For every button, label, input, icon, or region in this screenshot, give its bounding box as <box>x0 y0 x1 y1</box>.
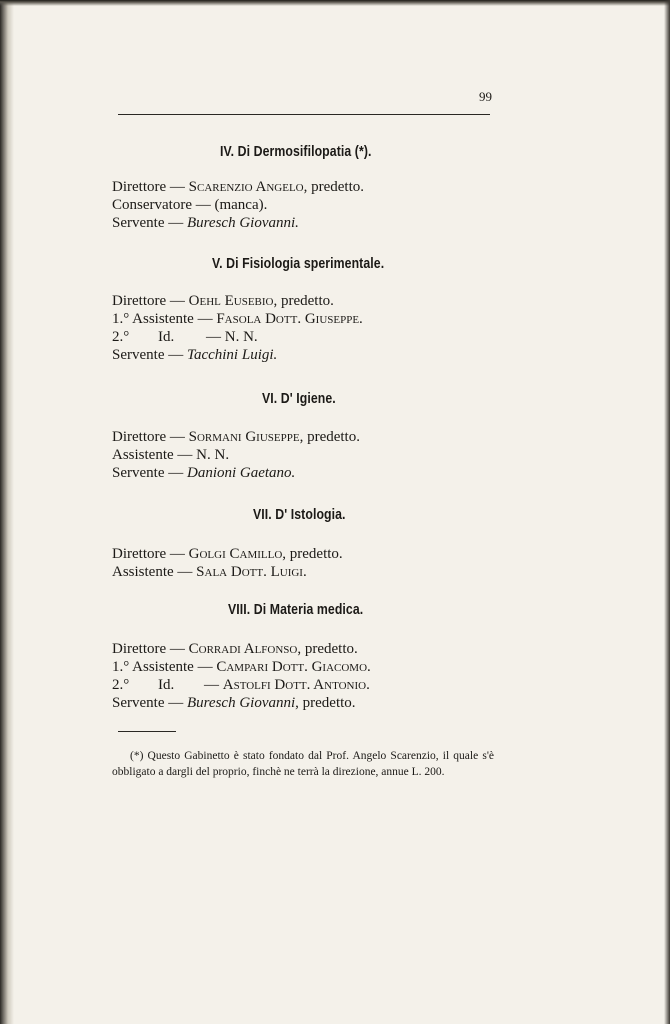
staff-line: Conservatore — (manca). <box>112 197 268 213</box>
staff-line: Direttore — Oehl Eusebio, predetto. <box>112 293 334 309</box>
staff-line: Direttore — Scarenzio Angelo, predetto. <box>112 179 365 195</box>
staff-line: Servente — Buresch Giovanni. <box>112 215 299 231</box>
section-heading-vi: VI. D' Igiene. <box>262 390 336 407</box>
header-rule <box>118 114 490 115</box>
section-heading-vii: VII. D' Istologia. <box>253 506 346 523</box>
staff-line: Servente — Danioni Gaetano. <box>112 465 296 481</box>
staff-line: Servente — Tacchini Luigi. <box>112 347 278 363</box>
footnote-rule <box>118 731 176 732</box>
page-number: 99 <box>479 89 492 104</box>
staff-line: 2.° Id. — Astolfi Dott. Antonio. <box>112 677 370 693</box>
staff-line: Direttore — Corradi Alfonso, predetto. <box>112 641 358 657</box>
page-right-edge <box>664 0 670 1024</box>
section-heading-iv: IV. Di Dermosifilopatia (*). <box>220 143 372 160</box>
staff-line: 2.° Id. — N. N. <box>112 329 258 345</box>
section-heading-v: V. Di Fisiologia sperimentale. <box>212 255 385 272</box>
staff-line: Assistente — Sala Dott. Luigi. <box>112 564 307 580</box>
staff-line: Direttore — Sormani Giuseppe, predetto. <box>112 429 360 445</box>
section-heading-viii: VIII. Di Materia medica. <box>228 601 364 618</box>
staff-line: Servente — Buresch Giovanni, predetto. <box>112 695 356 711</box>
page-binding-edge <box>0 0 14 1024</box>
staff-line: 1.° Assistente — Campari Dott. Giacomo. <box>112 659 371 675</box>
footnote: (*) Questo Gabinetto è stato fondato dal Prof. Angelo Scarenzio, il quale s'è obbligato a dargli del proprio, finchè ne terrà la direzione, annue L. 200. <box>112 750 494 778</box>
staff-line: 1.° Assistente — Fasola Dott. Giuseppe. <box>112 311 363 327</box>
staff-line: Assistente — N. N. <box>112 447 230 463</box>
staff-line: Direttore — Golgi Camillo, predetto. <box>112 546 343 562</box>
page-top-edge <box>0 0 670 6</box>
